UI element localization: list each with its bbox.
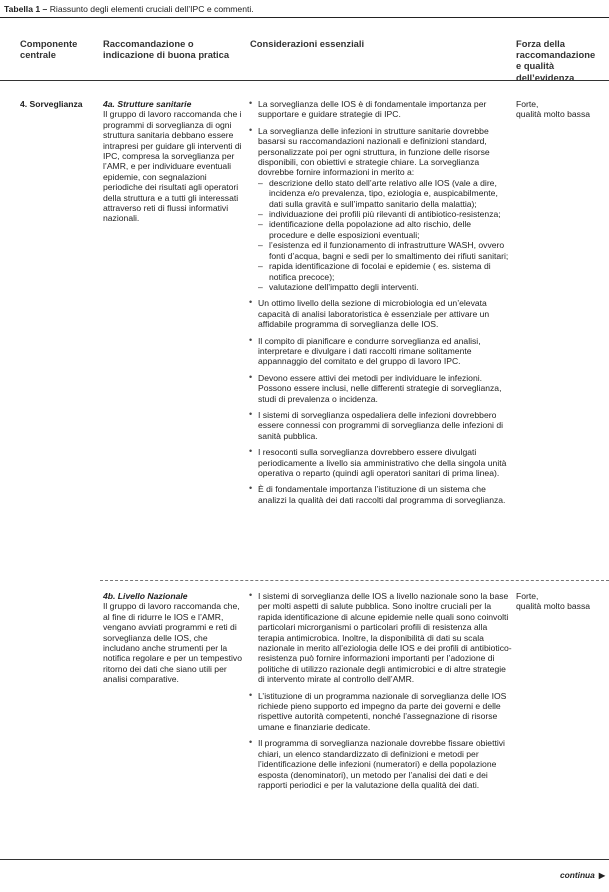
consideration-item (250, 484, 512, 505)
sub-item: – l’esistenza ed il funzionamento di infrastrutture WASH, ovvero fonti d’acqua, bagni e sedi per lo smaltimento dei rifiuti sanitari; (258, 240, 512, 261)
consideration-item (250, 591, 512, 685)
consideration-text: Devono essere attivi dei metodi per individuare le infezioni. Possono essere inclusi, nelle differenti strategie di sorveglianza, studi di prevalenza o incidenza. (258, 372, 502, 404)
table-caption (4, 4, 254, 14)
consideration-sublist (258, 178, 512, 292)
sub-item: – individuazione dei profili più rilevanti di antibiotico-resistenza; (258, 209, 512, 219)
continue-label: continua (559, 870, 595, 880)
considerations-list (250, 99, 512, 505)
strength-text: qualità molto bassa (516, 109, 591, 120)
bullet-icon: • (249, 98, 253, 108)
component-name: 4. Sorveglianza (20, 99, 83, 109)
strength-4a (516, 99, 609, 120)
consideration-text: I sistemi di sorveglianza delle IOS a livello nazionale sono la base per molti aspetti di salute pubblica. Sono inoltre cruciali per la rapida identificazione di alcune epidemie nelle quali sono coinvolti particolari microrganismi o particolari profili di resistenza alla terapia antimicrobica. Inoltre, la disponibilità di dati su scala nazionale in merito all’eziologia delle IOS e dei profili di antibiotico-resistenza può fornire informazioni importanti per l’adozione di politiche di utilizzo razionale degli antimicrobici e di altre strategie di intervento mirate al controllo dell’AMR. (258, 591, 512, 685)
considerations-4a (250, 99, 512, 511)
bullet-icon: • (249, 297, 253, 308)
consideration-item (250, 738, 512, 790)
header-strength-line: raccomandazione (516, 49, 596, 61)
bullet-icon: • (249, 689, 253, 700)
header-strength-line: e qualità (516, 60, 555, 72)
consideration-item (250, 99, 512, 120)
bullet-icon: • (249, 590, 253, 600)
header-recommendation (103, 38, 243, 60)
strength-text: qualità molto bassa (516, 601, 591, 612)
caption-text: Riassunto degli elementi cruciali dell’IPC e commenti. (49, 4, 254, 14)
consideration-text: Il programma di sorveglianza nazionale dovrebbe fissare obiettivi chiari, un elenco standardizzato di definizioni e metodi per l’identificazione delle infezioni (numeratori) e della popolazione esposta (denominatori), un metodo per l’analisi dei dati e dei rapporti periodici e per la valutazione della qualità dei dati. (258, 738, 505, 790)
consideration-item (250, 126, 512, 293)
header-strength-line: dell’evidenza (516, 71, 575, 83)
sub-item: – valutazione dell’impatto degli interventi. (258, 282, 512, 292)
strength-text: Forte, (516, 99, 539, 109)
considerations-list (250, 591, 512, 790)
bullet-icon: • (249, 408, 253, 419)
consideration-text: È di fondamentale importanza l’istituzione di un sistema che analizzi la qualità dei dati raccolti dal programma di sorveglianza. (258, 484, 506, 505)
header-component-line: Componente (20, 38, 78, 49)
top-rule (0, 17, 609, 18)
recommendation-title: 4b. Livello Nazionale (103, 591, 188, 601)
sub-item: – identificazione della popolazione ad alto rischio, delle procedure e delle esposizioni eventuali; (258, 219, 512, 240)
header-considerations (250, 38, 512, 49)
consideration-text: La sorveglianza delle infezioni in strutture sanitarie dovrebbe basarsi su raccomandazioni nazionali e definizioni standard, personalizzate poi per ogni struttura, in funzione delle risorse disponibili, con obiettivi e strategie chiare. La sorveglianza dovrebbe fornire informazioni in merito a: (258, 125, 490, 178)
consideration-item (250, 410, 512, 441)
consideration-item (250, 336, 512, 367)
header-component (20, 38, 100, 60)
header-considerations-line: Considerazioni essenziali (250, 38, 365, 49)
sub-item: – descrizione dello stato dell’arte relativo alle IOS (vale a dire, incidenza e/o prevalenza, tipo, eziologia e, auspicabilmente, dati sulla gravità e sull’impatto sanitario della malattia); (258, 178, 512, 209)
bullet-icon: • (249, 371, 253, 382)
consideration-text: I sistemi di sorveglianza ospedaliera delle infezioni dovrebbero essere connessi con programmi di sorveglianza delle infezioni di sanità pubblica. (258, 409, 504, 441)
strength-text: Forte, (516, 591, 539, 601)
arrow-right-icon: ▶ (598, 870, 605, 880)
header-recommendation-line: indicazione di buona pratica (103, 49, 230, 61)
recommendation-body: Il gruppo di lavoro raccomanda che, al fine di ridurre le IOS e l’AMR, vengano avviati programmi e reti di sorveglianza delle IOS, che includano anche strumenti per la notifica regolare e per un tempestivo ritorno dei dati che siano utili per analisi comparative. (103, 601, 243, 685)
bottom-rule (0, 859, 609, 860)
header-component-line: centrale (20, 49, 56, 61)
header-strength (516, 38, 609, 83)
consideration-text: I resoconti sulla sorveglianza dovrebbero essere divulgati periodicamente a livello sia amministrativo che della singola unità operativa o reparto (quindi agli operatori sanitari di prima linea). (258, 447, 507, 478)
recommendation-body: Il gruppo di lavoro raccomanda che i programmi di sorveglianza di ogni struttura sanitaria debbano essere intrapresi per guidare gli interventi di IPC, compresa la sorveglianza per l’AMR, e per individuare eventuali epidemie, con segnalazioni periodiche dei risultati agli operatori della struttura e a tutti gli interessati attraverso reti di flussi informativi nazionali. (103, 109, 242, 224)
recommendation-4a (103, 99, 243, 224)
consideration-item (250, 298, 512, 329)
consideration-item (250, 447, 512, 478)
consideration-text: L’istituzione di un programma nazionale di sorveglianza delle IOS richiede pieno supporto ed impegno da parte dei governi e delle rispettive autorità competenti, nonché l’assegnazione di risorse umane e finanziarie dedicate. (258, 690, 507, 732)
sub-item: – rapida identificazione di focolai e epidemie ( es. sistema di notifica precoce); (258, 261, 512, 282)
consideration-text: Il compito di pianificare e condurre sorveglianza ed analisi, interpretare e divulgare i dati raccolti rimane solitamente appannaggio del comitato e del gruppo di lavoro IPC. (258, 335, 481, 367)
recommendation-title: 4a. Strutture sanitarie (103, 99, 192, 109)
bullet-icon: • (249, 737, 253, 748)
bullet-icon: • (249, 446, 253, 457)
bullet-icon: • (249, 483, 253, 494)
recommendation-4b (103, 591, 243, 685)
consideration-text: Un ottimo livello della sezione di microbiologia ed un’elevata capacità di analisi laboratoristica è essenziale per attivare un affidabile programma di sorveglianza delle IOS. (258, 298, 490, 330)
header-strength-line: Forza della (516, 38, 565, 49)
caption-label: Tabella 1 – (4, 4, 48, 14)
consideration-text: La sorveglianza delle IOS è di fondamentale importanza per supportare e guidare strategie di IPC. (258, 99, 487, 120)
header-rule (0, 80, 609, 81)
strength-4b (516, 591, 609, 612)
header-recommendation-line: Raccomandazione o (103, 38, 194, 49)
considerations-4b (250, 591, 512, 796)
continue-indicator (560, 870, 605, 880)
consideration-item (250, 691, 512, 733)
section-divider (100, 580, 609, 581)
bullet-icon: • (249, 124, 253, 135)
bullet-icon: • (249, 334, 253, 345)
consideration-item (250, 373, 512, 404)
